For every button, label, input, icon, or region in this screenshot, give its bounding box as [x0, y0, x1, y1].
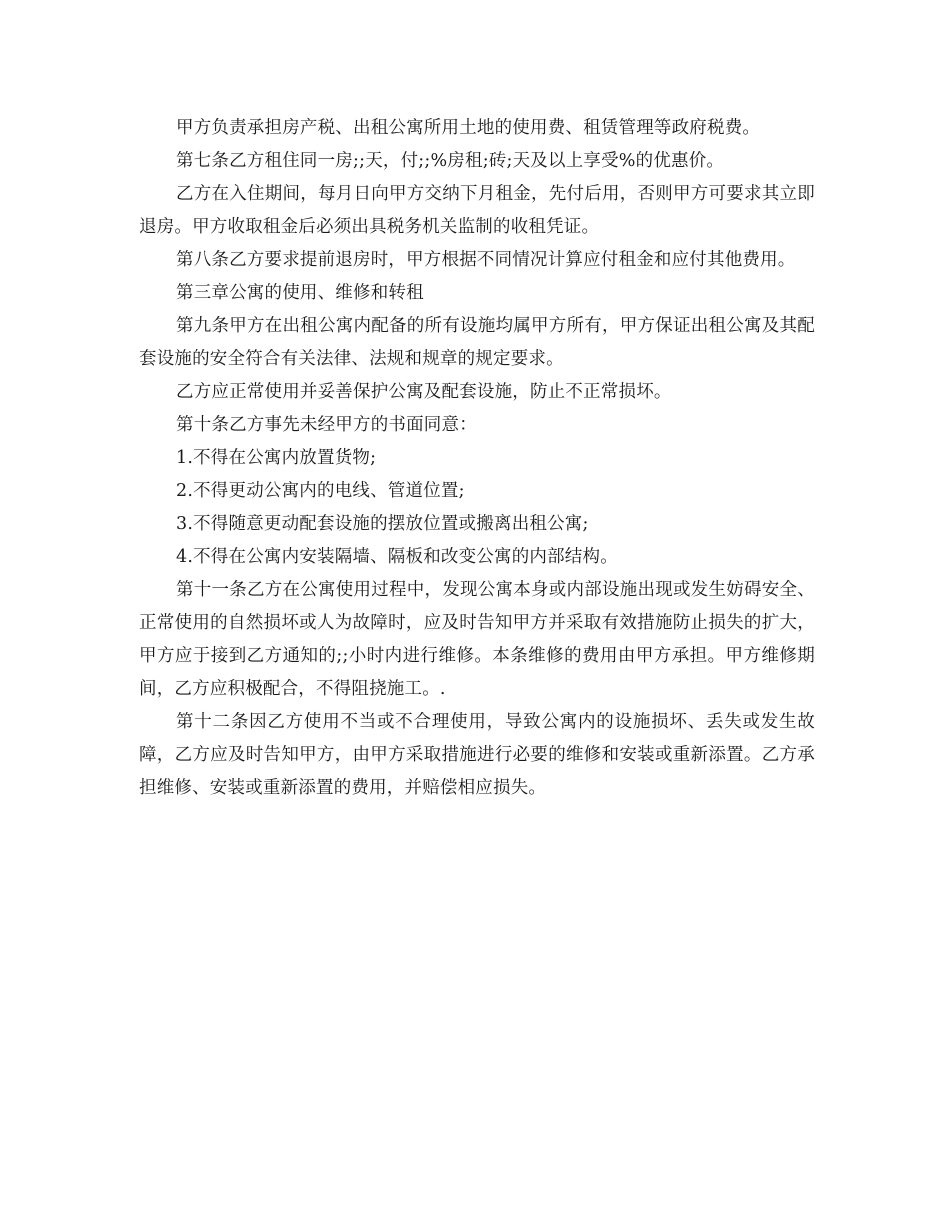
paragraph-article-10: 第十条乙方事先未经甲方的书面同意：	[176, 415, 477, 435]
list-item-1: 1.不得在公寓内放置货物;	[176, 448, 377, 468]
list-item-2: 2.不得更动公寓内的电线、管道位置;	[176, 481, 465, 501]
paragraph-tax-responsibility: 甲方负责承担房产税、出租公寓所用土地的使用费、租赁管理等政府税费。	[176, 118, 761, 138]
list-item-3: 3.不得随意更动配套设施的摆放位置或搬离出租公寓;	[176, 514, 589, 534]
chapter-3-heading: 第三章公寓的使用、维修和转租	[176, 283, 424, 303]
paragraph-article-7: 第七条乙方租住同一房;;天，付;;%房租;砖;天及以上享受%的优惠价。	[176, 151, 725, 171]
document-body	[139, 112, 815, 805]
paragraph-article-8: 第八条乙方要求提前退房时，甲方根据不同情况计算应付租金和应付其他费用。	[176, 250, 796, 270]
paragraph-rent-payment: 乙方在入住期间，每月日向甲方交纳下月租金，先付后用，否则甲方可要求其立即退房。甲方收取租金后必须出具税务机关监制的收租凭证。	[139, 184, 815, 237]
paragraph-article-9: 第九条甲方在出租公寓内配备的所有设施均属甲方所有，甲方保证出租公寓及其配套设施的安全符合有关法律、法规和规章的规定要求。	[139, 316, 815, 369]
paragraph-article-12: 第十二条因乙方使用不当或不合理使用，导致公寓内的设施损坏、丢失或发生故障，乙方应及时告知甲方，由甲方采取措施进行必要的维修和安装或重新添置。乙方承担维修、安装或重新添置的费用，并赔偿相应损失。	[139, 712, 815, 798]
paragraph-proper-use: 乙方应正常使用并妥善保护公寓及配套设施，防止不正常损坏。	[176, 382, 672, 402]
list-item-4: 4.不得在公寓内安装隔墙、隔板和改变公寓的内部结构。	[176, 547, 618, 567]
paragraph-article-11: 第十一条乙方在公寓使用过程中，发现公寓本身或内部设施出现或发生妨碍安全、正常使用的自然损坏或人为故障时，应及时告知甲方并采取有效措施防止损失的扩大，甲方应于接到乙方通知的;;小时内进行维修。本条维修的费用由甲方承担。甲方维修期间，乙方应积极配合，不得阻挠施工。.	[139, 580, 815, 699]
